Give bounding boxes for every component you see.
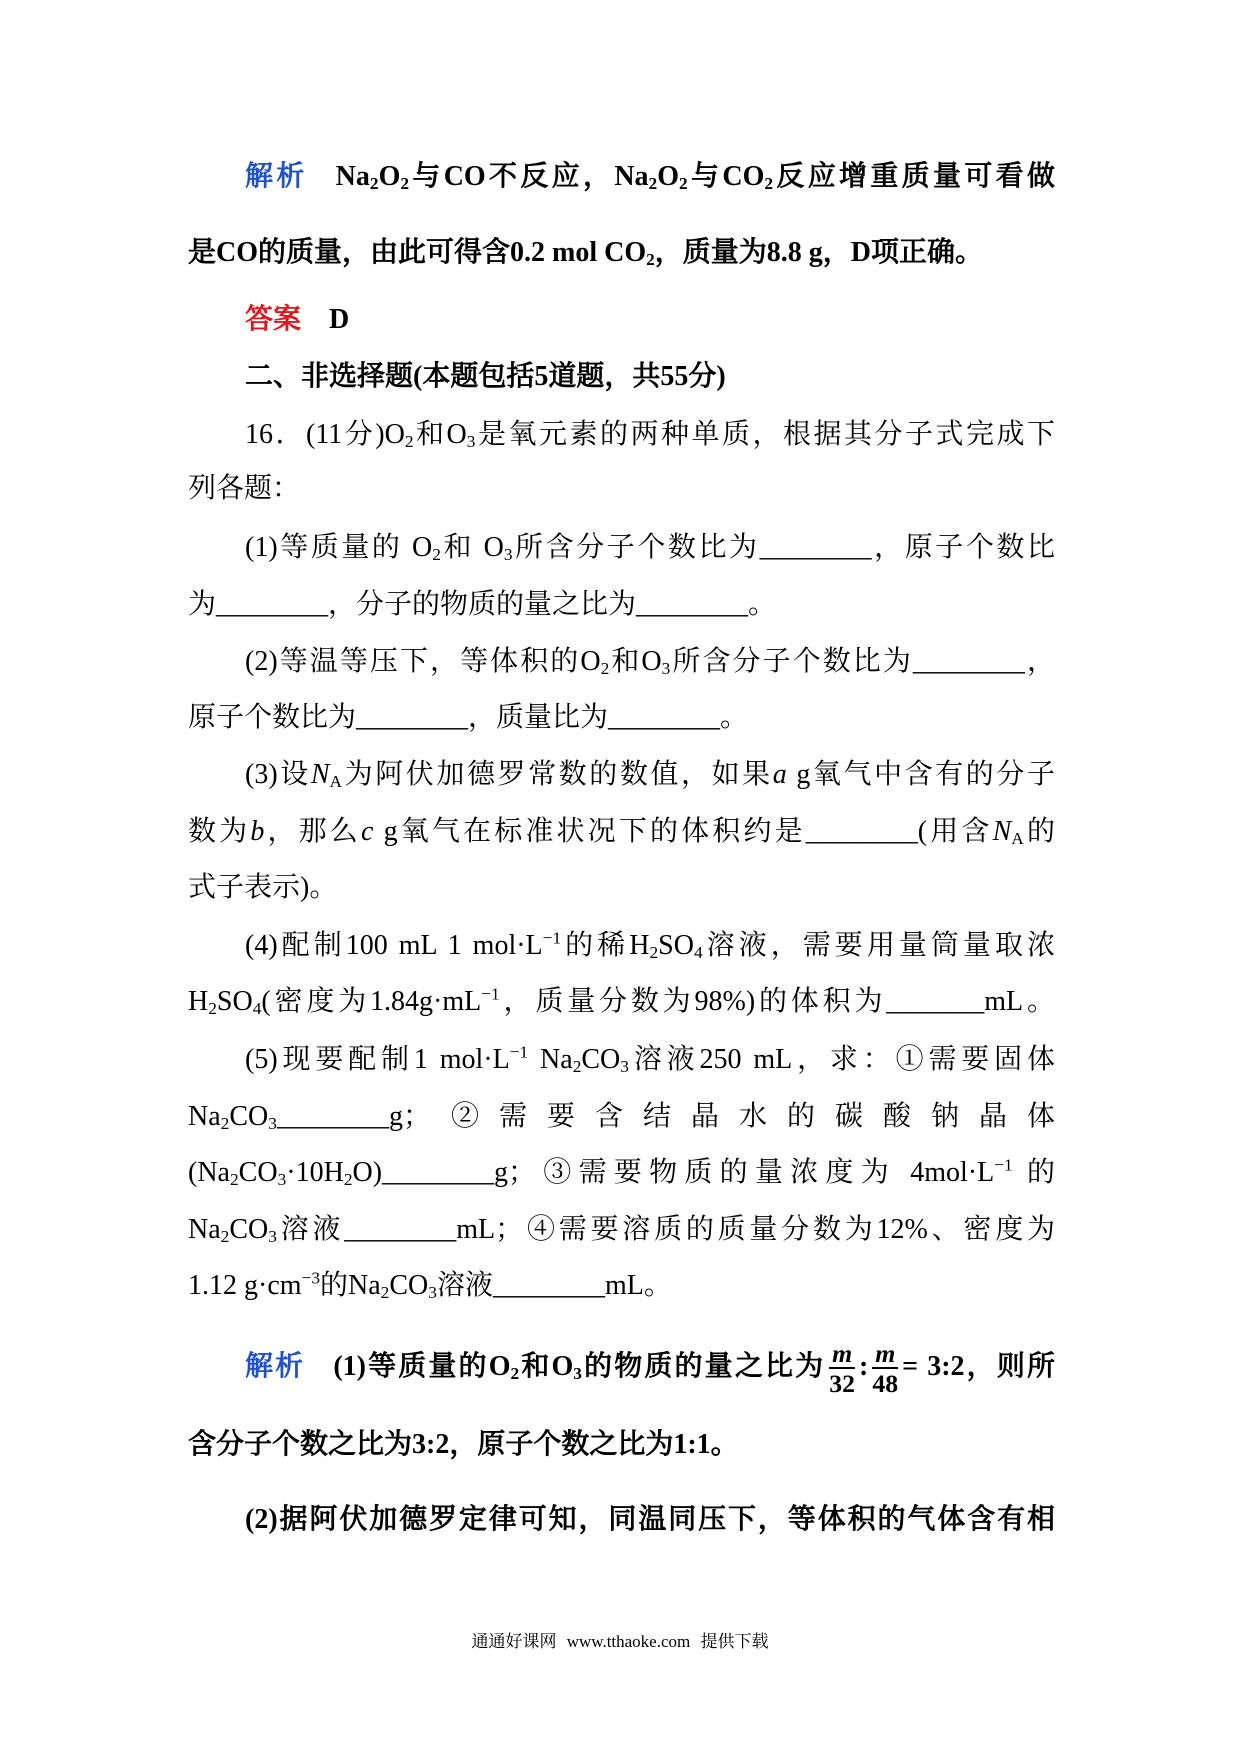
subscript: 2 [764, 173, 774, 193]
fraction [826, 1340, 858, 1397]
italic-variable: N [992, 816, 1012, 847]
text-run: 与CO不反应，Na [409, 161, 649, 192]
text-run: 所含分子个数比为________， [670, 646, 1055, 677]
subscript: 3 [466, 431, 476, 451]
text-run: 和 O [440, 532, 504, 563]
text-run: 式子表示)。 [188, 872, 338, 903]
text-run: CO [581, 1044, 621, 1075]
question-line [188, 1097, 1055, 1137]
subscript: 2 [380, 1282, 390, 1302]
text-run: ，那么 [264, 816, 361, 847]
subscript: 2 [343, 1169, 353, 1189]
analysis-line [188, 1340, 1055, 1397]
subscript: 2 [600, 658, 610, 678]
line-text [188, 1429, 739, 1460]
subscript: 3 [277, 1169, 287, 1189]
text-run: O [657, 161, 680, 192]
line-text [245, 646, 1055, 677]
line-text [188, 589, 776, 620]
text-run: ，质量分数为98%)的体积为_______mL。 [499, 986, 1055, 1017]
answer-label: 答案 [245, 304, 302, 335]
line-text [188, 1214, 1055, 1245]
line-text [245, 930, 1055, 961]
subscript: 2 [679, 173, 688, 193]
subscript: 2 [649, 942, 659, 962]
analysis-line [188, 157, 1055, 197]
analysis-line [188, 233, 1055, 273]
text-run: 反应增重质量可看做 [773, 161, 1055, 192]
subscript: 2 [208, 998, 217, 1018]
line-text [188, 986, 1055, 1017]
text-run: (2)据阿伏加德罗定律可知，同温同压下，等体积的气体含有相 [245, 1504, 1055, 1535]
text-run: 数为 [188, 816, 251, 847]
text-run: O)________g；③需要物质的量浓度为 4mol·L [352, 1157, 995, 1188]
superscript: −1 [542, 928, 562, 948]
text-run: 溶液250 mL，求：①需要固体 [628, 1044, 1055, 1075]
question-line [188, 755, 1055, 795]
question-line [188, 469, 1055, 509]
text-run: CO [238, 1157, 278, 1188]
italic-variable: c [360, 816, 374, 847]
text-run: 溶液________mL；④需要溶质的质量分数为12%、密度为 [276, 1214, 1055, 1245]
text-run: 与CO [687, 161, 765, 192]
question-line [188, 415, 1055, 455]
text-run: (1)等质量的 O [245, 532, 433, 563]
fraction-denominator: 48 [872, 1369, 899, 1399]
line-text [188, 1157, 1055, 1188]
text-run: 和O [413, 419, 467, 450]
text-run: 的稀H [561, 930, 650, 961]
superscript: −1 [481, 984, 500, 1004]
line-text [336, 161, 1055, 192]
text-run: (Na [188, 1157, 230, 1188]
text-run: 1.12 g·cm [188, 1270, 302, 1301]
text-run: 的 [1023, 816, 1055, 847]
text-run: 的Na [320, 1270, 381, 1301]
subscript: 3 [661, 658, 671, 678]
fraction-numerator: m [872, 1340, 898, 1369]
question-line [188, 698, 1055, 738]
question-line [188, 1210, 1055, 1250]
fraction-numerator: m [829, 1340, 855, 1369]
text-run: 列各题： [188, 473, 301, 504]
subscript: 2 [220, 1226, 230, 1246]
subscript: 2 [510, 1363, 520, 1383]
subscript: 2 [220, 1113, 230, 1133]
text-run: Na [528, 1044, 573, 1075]
subscript: 2 [648, 173, 658, 193]
line-text [188, 702, 748, 733]
question-line [188, 1266, 1055, 1306]
question-line [188, 1040, 1055, 1080]
text-run: 为________，分子的物质的量之比为________。 [188, 589, 777, 620]
line-text [188, 473, 300, 504]
text-run: O [378, 161, 401, 192]
text-run: 为阿伏加德罗常数的数值，如果 [342, 759, 773, 790]
text-run: (1)等质量的O [333, 1350, 511, 1382]
subscript: 2 [404, 431, 414, 451]
analysis-label: 解析 [245, 161, 308, 192]
text-run: 的物质的量之比为 [581, 1350, 826, 1382]
text-run: Na [188, 1214, 221, 1245]
subscript: 2 [572, 1056, 582, 1076]
line-text [245, 759, 1055, 790]
text-run: 和O [609, 646, 662, 677]
line-text [245, 1044, 1055, 1075]
text-run: (2)等温等压下，等体积的O [245, 646, 601, 677]
text-run: 的 [1012, 1157, 1055, 1188]
line-text [333, 1339, 1055, 1399]
subscript: 3 [268, 1226, 277, 1246]
text-run: 所含分子个数比为________，原子个数比 [512, 532, 1055, 563]
line-text [188, 237, 983, 268]
text-run: 16．(11分)O [245, 419, 405, 450]
subscript: 4 [252, 998, 262, 1018]
question-line [188, 982, 1055, 1022]
subscript: A [1011, 828, 1024, 848]
text-run: Na [188, 1101, 221, 1132]
line-text [188, 816, 1055, 847]
subscript: A [329, 771, 343, 791]
text-run: SO [216, 986, 253, 1017]
fraction [869, 1340, 901, 1397]
question-line [188, 868, 1055, 908]
text-run: ，质量为8.8 g，D项正确。 [654, 237, 984, 268]
line-text [188, 872, 337, 903]
italic-variable: N [310, 759, 330, 790]
text-run: : [859, 1350, 869, 1382]
text-run: SO [658, 930, 694, 961]
text-run: (5)现要配制1 mol·L [245, 1044, 510, 1075]
superscript: −1 [994, 1155, 1013, 1175]
text-run: 溶液，需要用量筒量取浓 [702, 930, 1055, 961]
text-run: CO [229, 1101, 269, 1132]
text-run: Na [335, 161, 370, 192]
text-run: (4)配制100 mL 1 mol·L [245, 930, 543, 961]
line-text [245, 419, 1055, 450]
subscript: 3 [620, 1056, 629, 1076]
subscript: 2 [432, 544, 441, 564]
fraction-denominator: 32 [829, 1369, 856, 1399]
text-run: 含分子个数之比为3:2，原子个数之比为1:1。 [188, 1429, 739, 1460]
question-line [188, 585, 1055, 625]
analysis-line [188, 1500, 1055, 1540]
question-line [188, 642, 1055, 682]
subscript: 2 [400, 173, 410, 193]
analysis-line [188, 1425, 1055, 1465]
subscript: 3 [428, 1282, 437, 1302]
text-run: CO [389, 1270, 429, 1301]
section-heading: 二、非选择题(本题包括5道题，共55分) [245, 361, 726, 392]
answer-line [188, 300, 1055, 340]
text-run: 溶液________mL。 [436, 1270, 672, 1301]
text-run: (3)设 [245, 759, 311, 790]
subscript: 3 [503, 544, 513, 564]
subscript: 4 [693, 942, 703, 962]
text-run: 和O [519, 1350, 574, 1382]
text-run: 原子个数比为________，质量比为________。 [188, 702, 749, 733]
italic-variable: b [250, 816, 265, 847]
superscript: −3 [301, 1268, 321, 1288]
analysis-label: 解析 [245, 1350, 306, 1382]
question-line [188, 528, 1055, 568]
question-line [188, 812, 1055, 852]
text-run: ·10H [286, 1157, 344, 1188]
text-run: g氧气中含有的分子 [786, 759, 1055, 790]
text-run: CO [229, 1214, 269, 1245]
subscript: 2 [369, 173, 379, 193]
text-run: 是氧元素的两种单质，根据其分子式完成下 [475, 419, 1055, 450]
text-run: g氧气在标准状况下的体积约是________(用含 [373, 816, 993, 847]
text-run: H [188, 986, 209, 1017]
subscript: 2 [646, 249, 655, 269]
text-run: ________g；②需要含结晶水的碳酸钠晶体 [276, 1101, 1055, 1132]
subscript: 3 [268, 1113, 277, 1133]
line-text [245, 532, 1055, 563]
page-footer: 通通好课网 www.tthaoke.com 提供下载 [471, 1632, 769, 1651]
text-run: (密度为1.84g·mL [261, 986, 482, 1017]
italic-variable: a [772, 759, 787, 790]
subscript: 2 [229, 1169, 239, 1189]
text-run: 是CO的质量，由此可得含0.2 mol CO [188, 237, 647, 268]
question-line [188, 926, 1055, 966]
line-text [188, 1270, 672, 1301]
answer-value: D [329, 304, 350, 335]
subscript: 3 [573, 1363, 582, 1383]
question-line [188, 1153, 1055, 1193]
text-run: = 3:2，则所 [902, 1350, 1055, 1382]
line-text [245, 1504, 1055, 1535]
line-text [188, 1101, 1055, 1132]
superscript: −1 [509, 1042, 529, 1062]
